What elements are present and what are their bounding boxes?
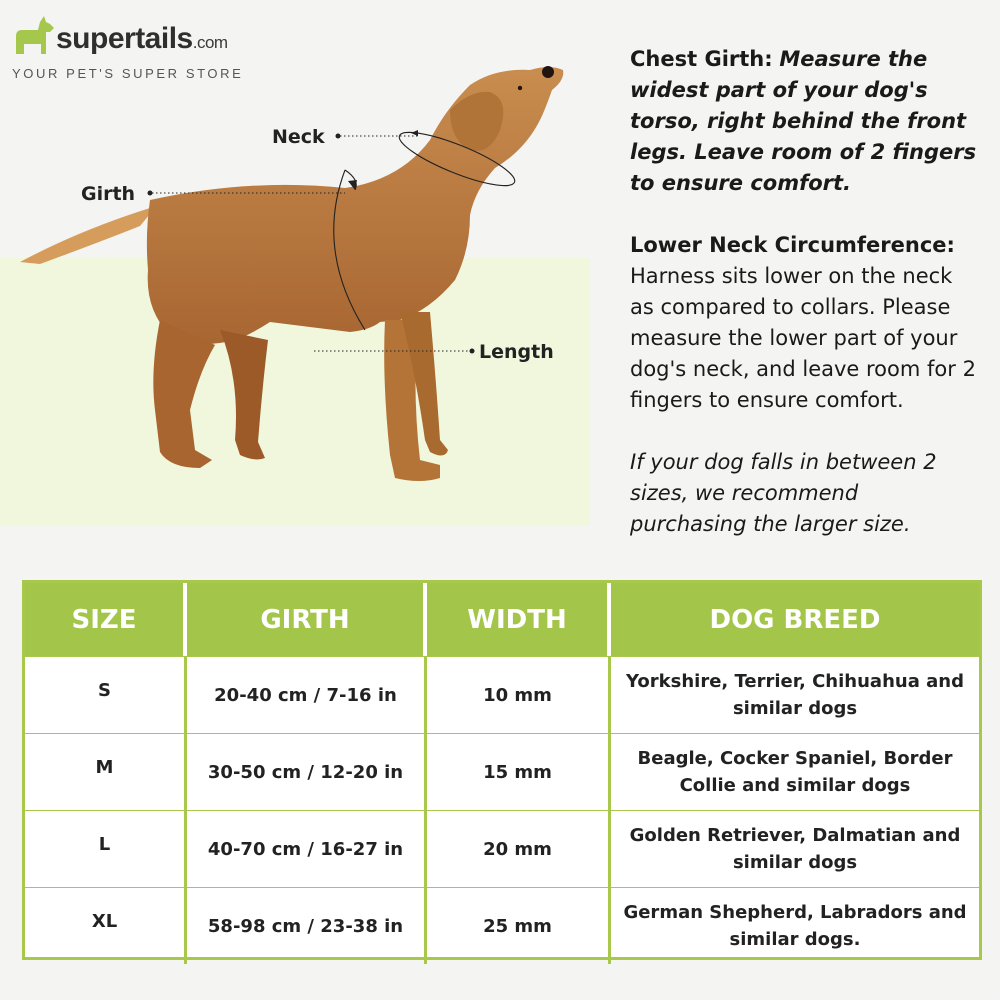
girth-cell: 40-70 cm / 16-27 in [187, 811, 427, 887]
width-cell: 15 mm [427, 734, 611, 810]
lower-neck-text: Harness sits lower on the neck as compared to collars. Please measure the lower part of your dog's neck, and leave room for 2 fingers to ensure comfort. [630, 264, 976, 412]
lower-neck-paragraph [630, 230, 980, 416]
dog-measurement-illustration [0, 50, 600, 490]
brand-name: supertails.com [56, 22, 228, 55]
chest-girth-paragraph [630, 44, 980, 199]
size-chart-table [22, 580, 982, 960]
measurement-instructions [630, 44, 980, 571]
width-cell: 20 mm [427, 811, 611, 887]
table-row [25, 810, 979, 887]
header-girth: GIRTH [187, 583, 427, 656]
girth-cell: 58-98 cm / 23-38 in [187, 888, 427, 964]
girth-cell: 20-40 cm / 7-16 in [187, 657, 427, 733]
lower-neck-title: Lower Neck Circumference: [630, 233, 955, 257]
breed-cell: Yorkshire, Terrier, Chihuahua and similar dogs [626, 671, 964, 719]
table-row [25, 887, 979, 964]
width-cell: 10 mm [427, 657, 611, 733]
size-cell: XL [25, 888, 187, 964]
size-note: If your dog falls in between 2 sizes, we recommend purchasing the larger size. [630, 450, 937, 536]
neck-label: Neck [272, 126, 325, 148]
table-row [25, 656, 979, 733]
length-label: Length [479, 341, 554, 363]
brand-tagline: YOUR PET'S SUPER STORE [12, 66, 244, 81]
size-cell: M [25, 734, 187, 810]
breed-cell: German Shepherd, Labradors and similar dogs. [623, 902, 967, 950]
width-cell: 25 mm [427, 888, 611, 964]
header-width: WIDTH [427, 583, 611, 656]
header-dog-breed: DOG BREED [709, 604, 881, 635]
table-row [25, 733, 979, 810]
table-header [25, 583, 979, 656]
header-size: SIZE [25, 583, 187, 656]
girth-cell: 30-50 cm / 12-20 in [187, 734, 427, 810]
girth-label: Girth [81, 183, 136, 205]
chest-girth-title: Chest Girth: [630, 47, 773, 71]
breed-cell: Golden Retriever, Dalmatian and similar dogs [629, 825, 961, 873]
size-cell: L [25, 811, 187, 887]
chest-girth-text: Measure the widest part of your dog's torso, right behind the front legs. Leave room of 2 fingers to ensure comfort. [630, 47, 977, 195]
breed-cell: Beagle, Cocker Spaniel, Border Collie and similar dogs [637, 748, 953, 796]
size-cell: S [25, 657, 187, 733]
